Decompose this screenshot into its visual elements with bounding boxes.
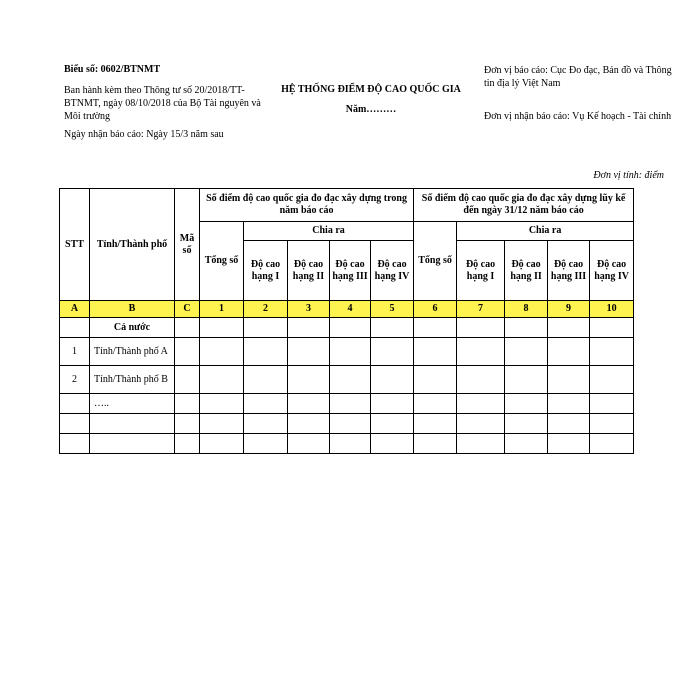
index-cell: 9: [548, 301, 590, 318]
row-province: Cả nước: [90, 318, 175, 338]
header-grade-4: Độ cao hạng IV: [590, 241, 634, 301]
index-cell: 7: [457, 301, 505, 318]
row-stt: [60, 318, 90, 338]
header-stt: STT: [60, 189, 90, 301]
header-row-1: [60, 189, 634, 222]
row-province: …..: [90, 394, 175, 414]
index-cell: 2: [244, 301, 288, 318]
row-stt: [60, 394, 90, 414]
report-title: HỆ THỐNG ĐIỂM ĐỘ CAO QUỐC GIA: [281, 84, 461, 95]
column-index-row: [60, 301, 634, 318]
table-row: [60, 414, 634, 434]
unit-note: Đơn vị tính: điểm: [593, 170, 664, 181]
index-cell: 5: [371, 301, 414, 318]
index-cell: A: [60, 301, 90, 318]
index-cell: C: [175, 301, 200, 318]
table-row: [60, 434, 634, 454]
table-row: [60, 318, 634, 338]
row-province: [90, 434, 175, 454]
row-stt: 1: [60, 338, 90, 366]
row-stt: 2: [60, 366, 90, 394]
header-total-2: Tổng số: [414, 222, 457, 301]
index-cell: 4: [330, 301, 371, 318]
table-row: [60, 394, 634, 414]
header-grade-2: Độ cao hạng II: [288, 241, 330, 301]
header-group-current-year: Số điểm độ cao quốc gia đo đạc xây dựng trong năm báo cáo: [200, 189, 414, 222]
header-code: Mã số: [175, 189, 200, 301]
report-year: Năm………: [345, 104, 397, 115]
header-total-1: Tổng số: [200, 222, 244, 301]
header-grade-4: Độ cao hạng IV: [371, 241, 414, 301]
row-province: Tỉnh/Thành phố B: [90, 366, 175, 394]
header-grade-1: Độ cao hạng I: [457, 241, 505, 301]
row-province: Tỉnh/Thành phố A: [90, 338, 175, 366]
issued-by-text: Ban hành kèm theo Thông tư số 20/2018/TT-BTNMT, ngày 08/10/2018 của Bộ Tài nguyên và Môi trường: [64, 85, 261, 122]
header-grade-2: Độ cao hạng II: [505, 241, 548, 301]
header-grade-1: Độ cao hạng I: [244, 241, 288, 301]
table-row: [60, 366, 634, 394]
header-group-cumulative: Số điểm độ cao quốc gia đo đạc xây dựng lũy kế đến ngày 31/12 năm báo cáo: [414, 189, 634, 222]
table-row: [60, 338, 634, 366]
reporting-unit-text: Đơn vị báo cáo: Cục Đo đạc, Bản đồ và Thông tin địa lý Việt Nam: [484, 65, 672, 89]
receive-date-text: Ngày nhận báo cáo: Ngày 15/3 năm sau: [64, 129, 224, 140]
header-grade-3: Độ cao hạng III: [548, 241, 590, 301]
elevation-points-table: [59, 188, 634, 454]
index-cell: 8: [505, 301, 548, 318]
row-stt: [60, 434, 90, 454]
header-province: Tỉnh/Thành phố: [90, 189, 175, 301]
header-breakdown-1: Chia ra: [244, 222, 414, 241]
index-cell: 6: [414, 301, 457, 318]
header-grade-3: Độ cao hạng III: [330, 241, 371, 301]
index-cell: B: [90, 301, 175, 318]
index-cell: 1: [200, 301, 244, 318]
index-cell: 3: [288, 301, 330, 318]
form-code: Biểu số: 0602/BTNMT: [64, 64, 161, 75]
header-breakdown-2: Chia ra: [457, 222, 634, 241]
index-cell: 10: [590, 301, 634, 318]
row-stt: [60, 414, 90, 434]
receiving-unit-text: Đơn vị nhận báo cáo: Vụ Kế hoạch - Tài chính: [484, 111, 672, 122]
row-province: [90, 414, 175, 434]
